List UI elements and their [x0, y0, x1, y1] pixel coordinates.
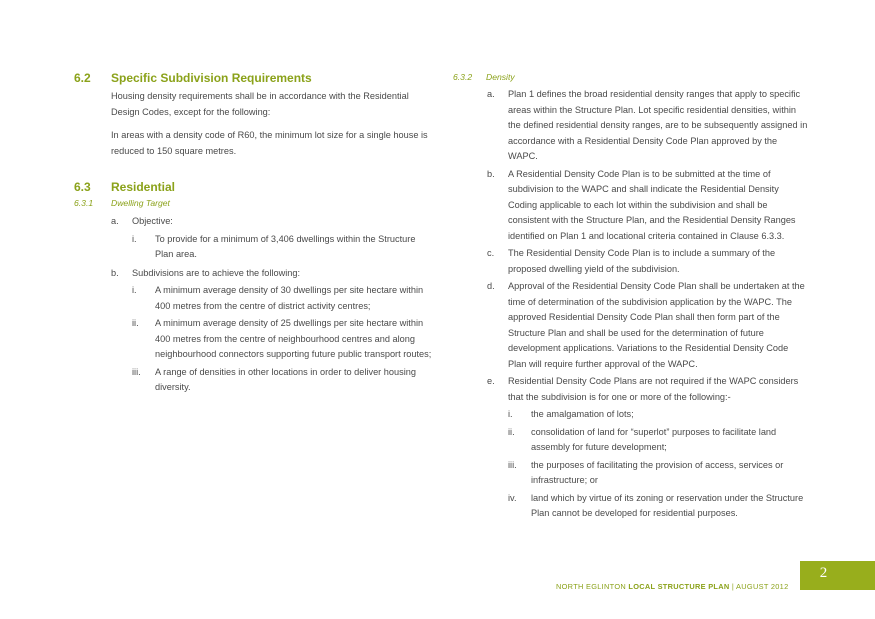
- list-marker: b.: [111, 267, 119, 278]
- list-marker: i.: [132, 285, 137, 295]
- list-marker: b.: [487, 168, 495, 179]
- list-marker: ii.: [508, 426, 515, 437]
- list-text: A Residential Density Code Plan is to be submitted at the time of subdivision to the WAPC and shall indicate the Residential Density Coding applicable to each lot within the subdivision and shall be consistent with the Structure Plan, and the Residential Density Ranges identified on Plan 1 and locational criteria contained in Clause 6.3.3.: [508, 168, 796, 241]
- list-text: Objective:: [132, 216, 173, 226]
- list-marker: i.: [508, 409, 513, 419]
- page-number-tab: [800, 561, 875, 590]
- page-number: 2: [819, 565, 828, 581]
- list-marker: ii.: [132, 318, 139, 328]
- list-marker: d.: [487, 281, 495, 291]
- list-text: consolidation of land for “superlot” purposes to facilitate land assembly for future development;: [531, 426, 777, 452]
- list-marker: i.: [132, 233, 137, 244]
- paragraph: Housing density requirements shall be in accordance with the Residential Design Codes, except for the following:: [111, 91, 409, 117]
- list-item: [453, 246, 808, 277]
- section-6-3-heading: [74, 179, 436, 196]
- list-text: the amalgamation of lots;: [531, 409, 634, 419]
- list-text: Approval of the Residential Density Code Plan shall be undertaken at the time of determination of the subdivision application by the WAPC. The approved Residential Density Code Plan shall then form part of the Structure Plan and shall be used for the determination of future development applications. Variations to the Residential Density Code Plan will require further approval of the WAPC.: [508, 281, 805, 369]
- subsection-heading: [74, 196, 436, 211]
- right-column: [453, 70, 808, 522]
- subsection-number: 6.3.2: [453, 72, 473, 82]
- list-marker: a.: [111, 216, 119, 226]
- list-marker: a.: [487, 89, 495, 99]
- footer-document: LOCAL STRUCTURE PLAN: [628, 582, 730, 591]
- footer-date: | AUGUST 2012: [729, 582, 789, 591]
- subsection-title: Density: [486, 72, 515, 82]
- list-text: the purposes of facilitating the provision of access, services or infrastructure; or: [531, 459, 784, 485]
- list-text: A range of densities in other locations in order to deliver housing diversity.: [155, 366, 416, 392]
- list-marker: iii.: [132, 366, 141, 377]
- footer-project: NORTH EGLINTON: [556, 582, 629, 591]
- list-marker: c.: [487, 248, 495, 258]
- list-marker: iv.: [508, 492, 517, 503]
- list-item: [74, 365, 436, 396]
- list-marker: e.: [487, 376, 495, 386]
- subsection-heading: [453, 70, 808, 85]
- section-6-2-heading: [74, 70, 436, 87]
- section-title: Specific Subdivision Requirements: [111, 71, 312, 85]
- list-item: [74, 283, 436, 314]
- list-text: Plan 1 defines the broad residential density ranges that apply to specific areas within the Structure Plan. Lot specific residential densities, within the defined residential density ranges, are to be subsequently assigned in accordance with a Residential Density Code Plan approved by the WAPC.: [508, 89, 808, 161]
- list-item: [453, 491, 808, 522]
- list-item: [453, 425, 808, 456]
- list-item: [453, 87, 808, 165]
- list-item: [74, 316, 436, 363]
- page-footer: [556, 582, 789, 591]
- subsection-title: Dwelling Target: [111, 198, 170, 208]
- list-text: A minimum average density of 25 dwellings per site hectare within 400 metres from the centre of neighbourhood centres and along neighbourhood connectors supporting future public transport routes;: [155, 318, 432, 359]
- list-text: To provide for a minimum of 3,406 dwellings within the Structure Plan area.: [155, 233, 416, 259]
- list-item: [74, 232, 436, 263]
- list-text: A minimum average density of 30 dwellings per site hectare within 400 metres from the centre of district activity centres;: [155, 285, 424, 311]
- paragraph: In areas with a density code of R60, the minimum lot size for a single house is reduced to 150 square metres.: [111, 130, 428, 156]
- section-title: Residential: [111, 180, 176, 194]
- list-text: The Residential Density Code Plan is to include a summary of the proposed dwelling yield of the subdivision.: [508, 248, 776, 274]
- list-item: [453, 374, 808, 405]
- left-column: [74, 70, 436, 396]
- list-item: [453, 407, 808, 423]
- section-number: 6.3: [74, 180, 91, 194]
- list-marker: iii.: [508, 459, 517, 470]
- list-item: [453, 458, 808, 489]
- list-text: land which by virtue of its zoning or reservation under the Structure Plan cannot be developed for residential purposes.: [531, 492, 804, 518]
- list-text: Subdivisions are to achieve the following:: [132, 267, 301, 278]
- list-item: [453, 279, 808, 372]
- list-item: [453, 167, 808, 245]
- list-item: [74, 214, 436, 230]
- list-item: [74, 266, 436, 282]
- subsection-number: 6.3.1: [74, 198, 94, 208]
- section-number: 6.2: [74, 71, 91, 85]
- list-text: Residential Density Code Plans are not required if the WAPC considers that the subdivision is for one or more of the following:-: [508, 376, 799, 402]
